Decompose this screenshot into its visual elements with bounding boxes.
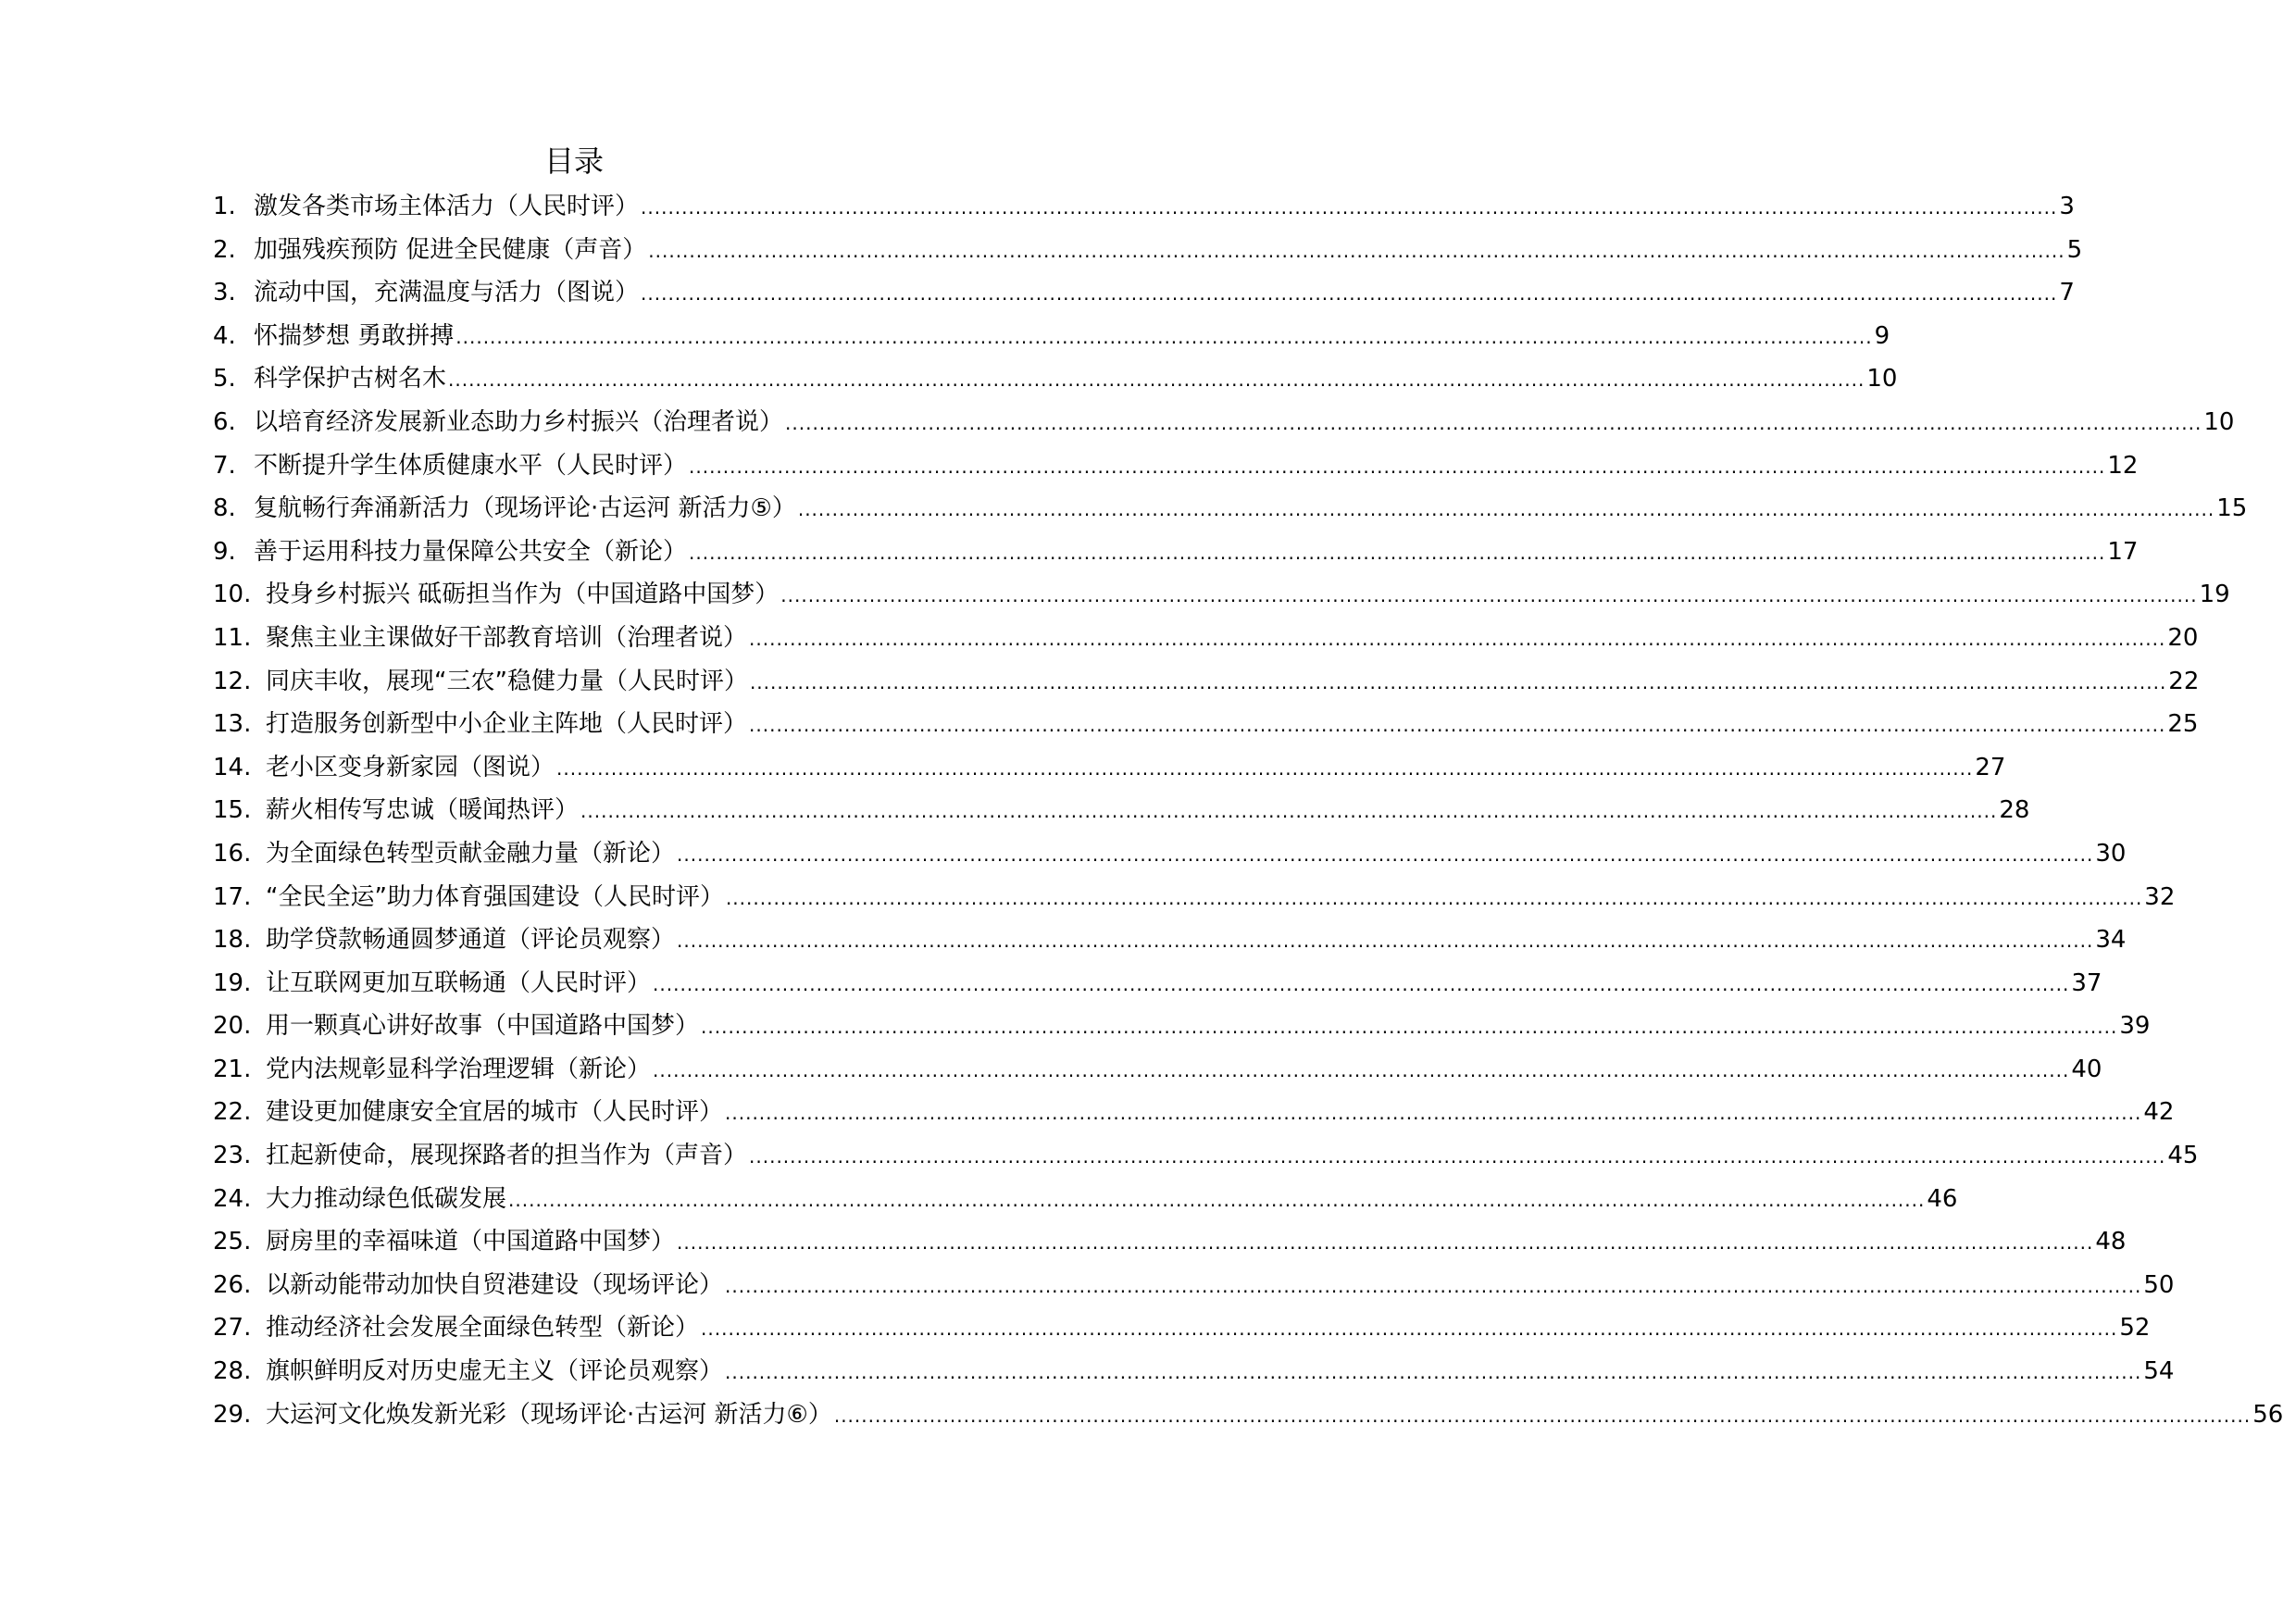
- dot-leader: [653, 1049, 2069, 1093]
- toc-entry-number: 13.: [213, 710, 252, 739]
- toc-entry-number: 16.: [213, 839, 252, 868]
- toc-entry-number: 20.: [213, 1012, 252, 1041]
- toc-entry-number: 11.: [213, 623, 252, 652]
- toc-entry-page-number: 10: [1866, 365, 1898, 394]
- toc-entry[interactable]: [213, 1350, 2175, 1393]
- toc-entry[interactable]: [213, 444, 2139, 488]
- toc-entry-page-number: 17: [2107, 537, 2139, 566]
- toc-entry-title: 聚焦主业主课做好干部教育培训（治理者说）: [266, 623, 748, 652]
- toc-entry-page-number: 5: [2066, 235, 2083, 264]
- toc-entry-title: 为全面绿色转型贡献金融力量（新论）: [266, 839, 676, 868]
- toc-entry-title: 扛起新使命，展现探路者的担当作为（声音）: [266, 1142, 748, 1170]
- dot-leader: [749, 704, 2165, 747]
- dot-leader: [785, 402, 2202, 445]
- toc-entry[interactable]: [213, 1220, 2127, 1264]
- toc-entry[interactable]: [213, 315, 1890, 358]
- toc-entry-number: 25.: [213, 1228, 252, 1256]
- toc-entry[interactable]: [213, 1005, 2151, 1048]
- toc-entry[interactable]: [213, 271, 2075, 315]
- toc-entry-title: 以培育经济发展新业态助力乡村振兴（治理者说）: [254, 407, 784, 436]
- toc-entry[interactable]: [213, 357, 1898, 401]
- toc-entry-page-number: 27: [1975, 753, 2006, 781]
- toc-entry-title: 怀揣梦想 勇敢拼搏: [254, 321, 455, 350]
- dot-leader: [725, 1351, 2141, 1394]
- toc-entry-title: 让互联网更加互联畅通（人民时评）: [266, 968, 652, 997]
- toc-entry-number: 7.: [213, 451, 236, 480]
- toc-entry[interactable]: [213, 746, 2006, 790]
- toc-entry-title: 同庆丰收，展现“三农”稳健力量（人民时评）: [266, 667, 748, 695]
- toc-entry[interactable]: [213, 185, 2075, 229]
- toc-entry-number: 23.: [213, 1142, 252, 1170]
- dot-leader: [750, 661, 2166, 705]
- toc-entry-number: 19.: [213, 968, 252, 997]
- dot-leader: [701, 1006, 2117, 1049]
- toc-entry-number: 1.: [213, 193, 236, 220]
- toc-entry-page-number: 9: [1874, 321, 1890, 350]
- toc-entry-title: 大运河文化焕发新光彩（现场评论·古运河 新活力⑥）: [266, 1400, 832, 1429]
- toc-entry-page-number: 37: [2071, 968, 2102, 997]
- toc-entry-page-number: 52: [2119, 1314, 2151, 1343]
- toc-entry-title: 加强残疾预防 促进全民健康（声音）: [254, 235, 647, 264]
- toc-entry-page-number: 10: [2203, 407, 2235, 436]
- toc-entry-page-number: 28: [1999, 796, 2030, 825]
- toc-entry[interactable]: [213, 1091, 2175, 1134]
- toc-entry[interactable]: [213, 918, 2127, 962]
- toc-entry-title: 流动中国，充满温度与活力（图说）: [254, 279, 640, 307]
- toc-entry-title: 激发各类市场主体活力（人民时评）: [254, 193, 640, 220]
- toc-entry[interactable]: [213, 1393, 2283, 1437]
- dot-leader: [455, 316, 1872, 359]
- dot-leader: [556, 747, 1973, 791]
- toc-entry-number: 9.: [213, 537, 236, 566]
- toc-entry[interactable]: [213, 832, 2127, 876]
- toc-entry-title: 善于运用科技力量保障公共安全（新论）: [254, 537, 688, 566]
- dot-leader: [677, 1221, 2093, 1265]
- toc-entry-title: 厨房里的幸福味道（中国道路中国梦）: [266, 1228, 676, 1256]
- toc-entry-title: “全民全运”助力体育强国建设（人民时评）: [266, 882, 724, 911]
- toc-entry-page-number: 3: [2059, 193, 2075, 220]
- dot-leader: [653, 963, 2069, 1006]
- dot-leader: [749, 618, 2165, 661]
- toc-entry-number: 28.: [213, 1357, 252, 1386]
- dot-leader: [580, 790, 1997, 833]
- toc-entry-title: 以新动能带动加快自贸港建设（现场评论）: [266, 1270, 724, 1299]
- toc-list: [213, 185, 2283, 1436]
- toc-entry[interactable]: [213, 703, 2199, 746]
- toc-entry-number: 26.: [213, 1270, 252, 1299]
- toc-entry-number: 5.: [213, 365, 236, 394]
- toc-entry-title: 投身乡村振兴 砥砺担当作为（中国道路中国梦）: [266, 581, 780, 609]
- dot-leader: [641, 186, 2057, 230]
- toc-entry-page-number: 19: [2199, 581, 2230, 609]
- toc-entry-page-number: 40: [2071, 1055, 2102, 1083]
- toc-entry[interactable]: [213, 876, 2176, 919]
- toc-entry-page-number: 45: [2167, 1142, 2199, 1170]
- toc-entry[interactable]: [213, 617, 2199, 660]
- toc-entry-page-number: 42: [2143, 1098, 2175, 1127]
- toc-entry-page-number: 30: [2095, 839, 2127, 868]
- toc-entry-number: 3.: [213, 279, 236, 307]
- dot-leader: [701, 1307, 2117, 1351]
- toc-entry[interactable]: [213, 531, 2139, 574]
- toc-entry-page-number: 34: [2095, 926, 2127, 955]
- toc-entry[interactable]: [213, 229, 2083, 272]
- dot-leader: [689, 531, 2105, 575]
- dot-leader: [648, 230, 2065, 273]
- toc-entry[interactable]: [213, 1178, 1958, 1221]
- toc-entry-title: 用一颗真心讲好故事（中国道路中国梦）: [266, 1012, 700, 1041]
- toc-entry-title: 薪火相传写忠诚（暖闻热评）: [266, 796, 580, 825]
- toc-entry-page-number: 22: [2168, 667, 2200, 695]
- toc-entry-number: 22.: [213, 1098, 252, 1127]
- toc-entry-number: 6.: [213, 407, 236, 436]
- toc-entry-page-number: 32: [2144, 882, 2176, 911]
- toc-entry[interactable]: [213, 1048, 2102, 1092]
- toc-entry-page-number: 48: [2095, 1228, 2127, 1256]
- toc-entry-page-number: 50: [2143, 1270, 2175, 1299]
- toc-entry-title: 不断提升学生体质健康水平（人民时评）: [254, 451, 688, 480]
- toc-entry-page-number: 12: [2107, 451, 2139, 480]
- toc-entry-page-number: 54: [2143, 1357, 2175, 1386]
- dot-leader: [780, 574, 2197, 618]
- toc-entry-title: 老小区变身新家园（图说）: [266, 753, 555, 781]
- toc-entry-number: 12.: [213, 667, 252, 695]
- toc-entry-number: 15.: [213, 796, 252, 825]
- toc-entry-number: 2.: [213, 235, 236, 264]
- toc-entry[interactable]: [213, 1306, 2151, 1350]
- toc-entry-number: 21.: [213, 1055, 252, 1083]
- toc-entry[interactable]: [213, 660, 2200, 704]
- toc-entry-title: 推动经济社会发展全面绿色转型（新论）: [266, 1314, 700, 1343]
- toc-entry-number: 24.: [213, 1184, 252, 1213]
- dot-leader: [677, 833, 2093, 877]
- toc-entry-page-number: 20: [2167, 623, 2199, 652]
- toc-entry-title: 党内法规彰显科学治理逻辑（新论）: [266, 1055, 652, 1083]
- dot-leader: [689, 445, 2105, 489]
- toc-entry-number: 29.: [213, 1400, 252, 1429]
- toc-entry-number: 10.: [213, 581, 252, 609]
- dot-leader: [641, 272, 2057, 316]
- toc-entry-number: 17.: [213, 882, 252, 911]
- toc-entry-title: 打造服务创新型中小企业主阵地（人民时评）: [266, 710, 748, 739]
- dot-leader: [726, 877, 2142, 920]
- toc-entry-page-number: 46: [1927, 1184, 1958, 1213]
- toc-entry-page-number: 39: [2119, 1012, 2151, 1041]
- toc-entry-number: 27.: [213, 1314, 252, 1343]
- toc-entry-title: 复航畅行奔涌新活力（现场评论·古运河 新活力⑤）: [254, 494, 796, 523]
- toc-entry-page-number: 7: [2059, 279, 2075, 307]
- toc-entry[interactable]: [213, 487, 2248, 531]
- dot-leader: [834, 1394, 2251, 1438]
- toc-entry[interactable]: [213, 962, 2102, 1006]
- toc-entry-page-number: 56: [2252, 1400, 2283, 1429]
- toc-entry-number: 18.: [213, 926, 252, 955]
- toc-entry[interactable]: [213, 1264, 2175, 1307]
- toc-entry[interactable]: [213, 1134, 2199, 1178]
- dot-leader: [798, 488, 2214, 531]
- dot-leader: [448, 358, 1865, 402]
- dot-leader: [749, 1135, 2165, 1179]
- dot-leader: [508, 1179, 1925, 1222]
- toc-entry-title: 助学贷款畅通圆梦通道（评论员观察）: [266, 926, 676, 955]
- dot-leader: [677, 919, 2093, 963]
- page-title: 目录: [543, 144, 604, 179]
- toc-entry-page-number: 25: [2167, 710, 2199, 739]
- toc-entry-title: 大力推动绿色低碳发展: [266, 1184, 507, 1213]
- toc-entry[interactable]: [213, 573, 2230, 617]
- toc-entry[interactable]: [213, 401, 2235, 444]
- dot-leader: [725, 1265, 2141, 1308]
- toc-entry-page-number: 15: [2216, 494, 2248, 523]
- toc-entry-number: 8.: [213, 494, 236, 523]
- toc-entry-title: 科学保护古树名木: [254, 365, 447, 394]
- toc-entry-number: 4.: [213, 321, 236, 350]
- toc-entry[interactable]: [213, 789, 2030, 832]
- dot-leader: [725, 1092, 2141, 1135]
- toc-entry-number: 14.: [213, 753, 252, 781]
- toc-entry-title: 建设更加健康安全宜居的城市（人民时评）: [266, 1098, 724, 1127]
- toc-entry-title: 旗帜鲜明反对历史虚无主义（评论员观察）: [266, 1357, 724, 1386]
